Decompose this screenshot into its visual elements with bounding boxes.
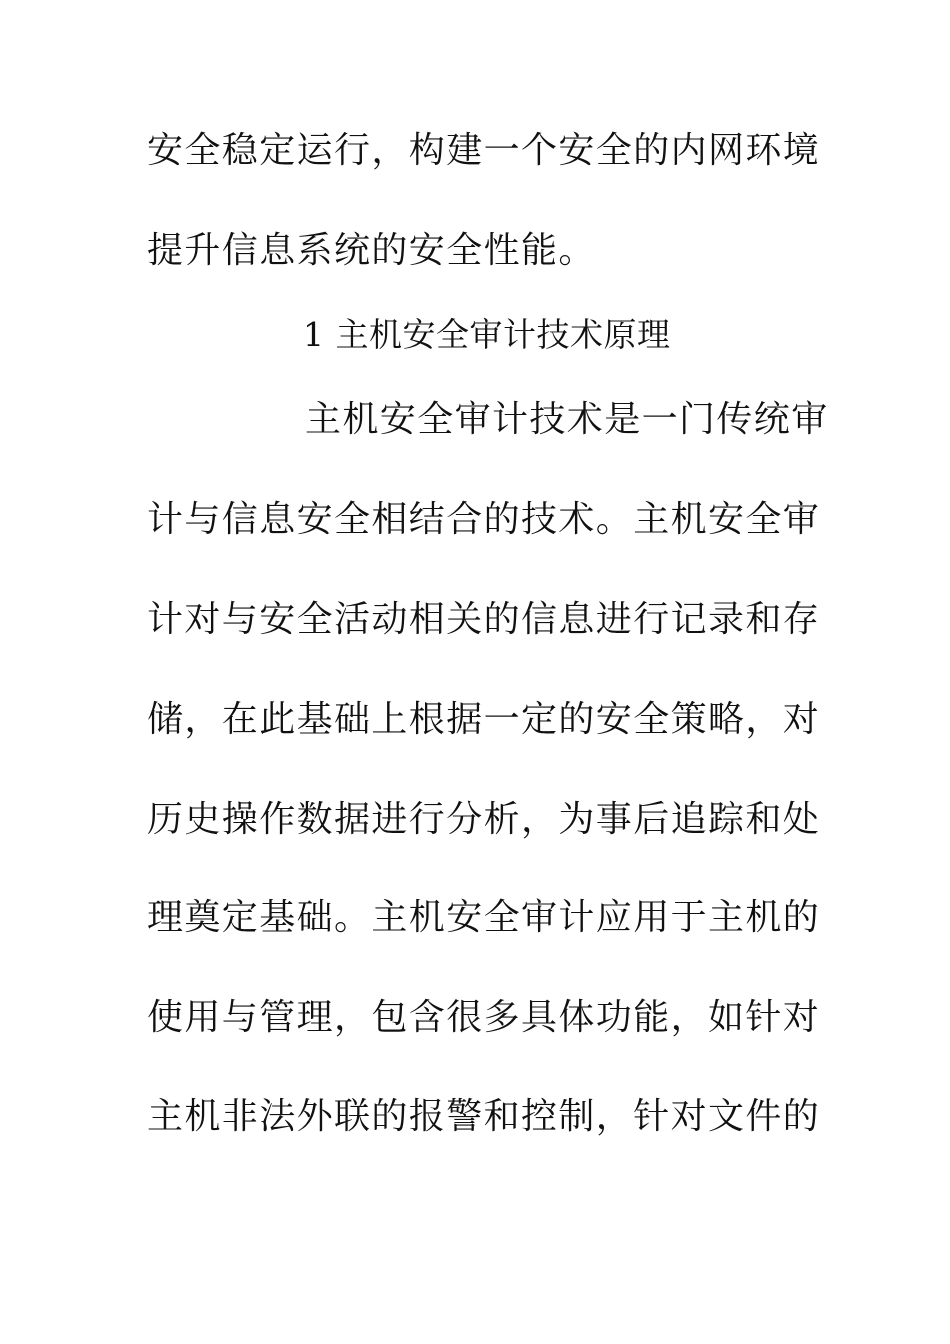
text-line: 历史操作数据进行分析，为事后追踪和处	[147, 799, 821, 840]
text-line: 提升信息系统的安全性能。	[147, 230, 596, 271]
text-line: 安全稳定运行，构建一个安全的内网环境	[147, 130, 821, 171]
text-line: 计与信息安全相结合的技术。主机安全审	[147, 499, 821, 540]
text-line: 计对与安全活动相关的信息进行记录和存	[147, 599, 821, 640]
text-line: 储，在此基础上根据一定的安全策略，对	[147, 699, 821, 740]
text-line: 使用与管理，包含很多具体功能，如针对	[147, 997, 821, 1038]
text-line: 主机非法外联的报警和控制，针对文件的	[147, 1096, 821, 1137]
section-heading: 1 主机安全审计技术原理	[303, 315, 671, 354]
text-line: 理奠定基础。主机安全审计应用于主机的	[147, 897, 821, 938]
paragraph-first-line: 主机安全审计技术是一门传统审	[305, 399, 829, 440]
